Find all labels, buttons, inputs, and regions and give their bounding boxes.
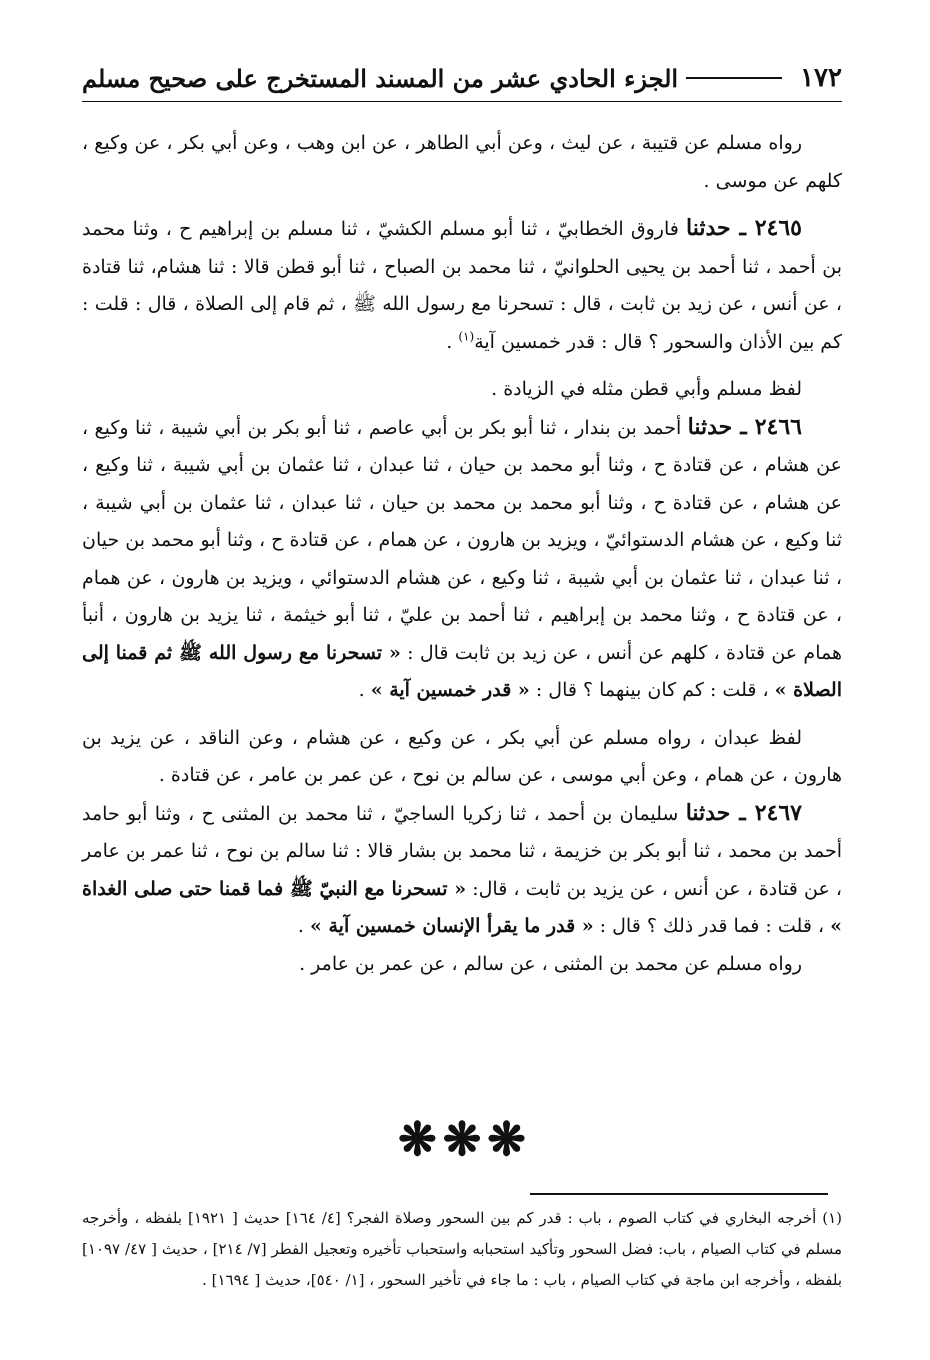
paragraph-lafz-2: لفظ عبدان ، رواه مسلم عن أبي بكر ، عن وكيع ، عن هشام ، وعن الناقد ، عن يزيد بن هارون ، عن همام ، وعن أبي موسى ، عن سالم بن نوح ، عن عمر بن عامر ، عن قتادة . bbox=[82, 726, 842, 786]
hadith-number-2465: ٢٤٦٥ ـ حدثنا bbox=[686, 215, 802, 241]
hadith-2466-text: أحمد بن بندار ، ثنا أبو بكر بن أبي عاصم ، ثنا أبو بكر بن أبي شيبة ، ثنا وكيع ، عن هشام ، عن قتادة ح ، وثنا أبو محمد بن حيان ، ثنا عبدان ، ثنا عثمان بن أبي شيبة ، ثنا وكيع ، عن هشام ، عن قتادة ح ، وثنا أبو محمد بن محمد بن حيان ، ثنا عبدان ، ثنا عثمان بن أبي شيبة ، ثنا وكيع ، عن هشام الدستوائيّ ، ويزيد بن هارون ، عن همام ، عن قتادة ح ، وثنا أبو محمد بن حيان ، ثنا عبدان ، ثنا عثمان بن أبي شيبة ، ثنا وكيع ، عن هشام الدستوائي ، ويزيد بن هارون ، عن همام ، عن قتادة ح ، وثنا محمد بن إبراهيم ، ثنا أحمد بن عليّ ، ثنا أبو خيثمة ، ثنا يزيد بن هارون ، أنبأ همام عن قتادة ، كلهم عن أنس ، عن زيد بن ثابت قال : bbox=[82, 416, 842, 664]
running-title: الجزء الحادي عشر من المسند المستخرج على صحيح مسلم bbox=[82, 63, 679, 93]
page-number: ١٧٢ bbox=[800, 63, 842, 93]
hadith-2465-text: فاروق الخطابيّ ، ثنا أبو مسلم الكشيّ ، ثنا مسلم بن إبراهيم ح ، وثنا محمد بن أحمد ، ثنا أحمد بن يحيى الحلوانيّ ، ثنا محمد بن الصباح ، ثنا أبو قطن قالا : ثنا هشام، ثنا قتادة ، عن أنس ، عن زيد بن ثابت ، قال : تسحرنا مع رسول الله ﷺ ، ثم قام إلى الصلاة ، قال : قلت : كم بين الأذان والسحور ؟ قال : قدر خمسين آية bbox=[82, 218, 842, 353]
header-rule bbox=[686, 77, 782, 79]
hadith-2467-end: . bbox=[297, 915, 310, 937]
paragraph-lafz-1: لفظ مسلم وأبي قطن مثله في الزيادة . bbox=[491, 378, 802, 400]
header-divider bbox=[82, 101, 842, 102]
hadith-2466 bbox=[82, 409, 842, 710]
hadith-number-2466: ٢٤٦٦ ـ حدثنا bbox=[687, 413, 802, 440]
main-text bbox=[82, 125, 842, 983]
hadith-2467 bbox=[82, 795, 842, 946]
hadith-2466-answer: « قدر خمسين آية » bbox=[370, 679, 530, 701]
section-ornament: ❋❋❋ bbox=[398, 1112, 532, 1166]
footnote-divider bbox=[530, 1193, 828, 1195]
hadith-2466-mid: ، قلت : كم كان بينهما ؟ قال : bbox=[529, 679, 775, 701]
hadith-2466-end: . bbox=[358, 679, 371, 701]
hadith-2465-end: . bbox=[446, 330, 459, 353]
hadith-2467-text: سليمان بن أحمد ، ثنا زكريا الساجيّ ، ثنا محمد بن المثنى ح ، وثنا أبو حامد أحمد بن محمد ، ثنا أبو بكر بن خزيمة ، ثنا محمد بن بشار قالا : ثنا سالم بن نوح ، ثنا عمر بن عامر ، عن قتادة ، عن أنس ، عن يزيد بن ثابت ، قال: bbox=[82, 802, 843, 900]
hadith-number-2467: ٢٤٦٧ ـ حدثنا bbox=[685, 799, 802, 826]
hadith-2466-quote: « تسحرنا مع رسول الله ﷺ ثم قمنا إلى الصلاة » bbox=[82, 641, 842, 701]
hadith-2467-answer: « قدر ما يقرأ الإنسان خمسين آية » bbox=[310, 915, 594, 937]
footnote-ref: (١) bbox=[458, 329, 475, 344]
hadith-2465 bbox=[82, 210, 842, 361]
page-header bbox=[82, 58, 842, 98]
footnote-1: (١) أخرجه البخاري في كتاب الصوم ، باب : قدر كم بين السحور وصلاة الفجر؟ [٤/ ١٦٤] حديث [ ١٩٢١] بلفظه ، وأخرجه مسلم في كتاب الصيام ، باب: فضل السحور وتأكيد استحبابه واستحباب تأخيره وتعجيل الفطر [٧/ ٢١٤] ، حديث [ ٤٧/ ١٠٩٧] بلفظه ، وأخرجه ابن ماجة في كتاب الصيام ، باب : ما جاء في تأخير السحور ، [١/ ٥٤٠]، حديث [ ١٦٩٤] . bbox=[82, 1209, 843, 1289]
hadith-2467-quote: « تسحرنا مع النبيّ ﷺ فما قمنا حتى صلى الغداة » bbox=[82, 877, 842, 937]
footnote bbox=[82, 1203, 842, 1296]
paragraph-riwaya-last: رواه مسلم عن محمد بن المثنى ، عن سالم ، عن عمر بن عامر . bbox=[299, 952, 802, 975]
hadith-2467-mid: ، قلت : فما قدر ذلك ؟ قال : bbox=[593, 915, 831, 937]
paragraph-riwaya-1: رواه مسلم عن قتيبة ، عن ليث ، وعن أبي الطاهر ، عن ابن وهب ، وعن أبي بكر ، عن وكيع ، كلهم عن موسى . bbox=[82, 132, 842, 192]
